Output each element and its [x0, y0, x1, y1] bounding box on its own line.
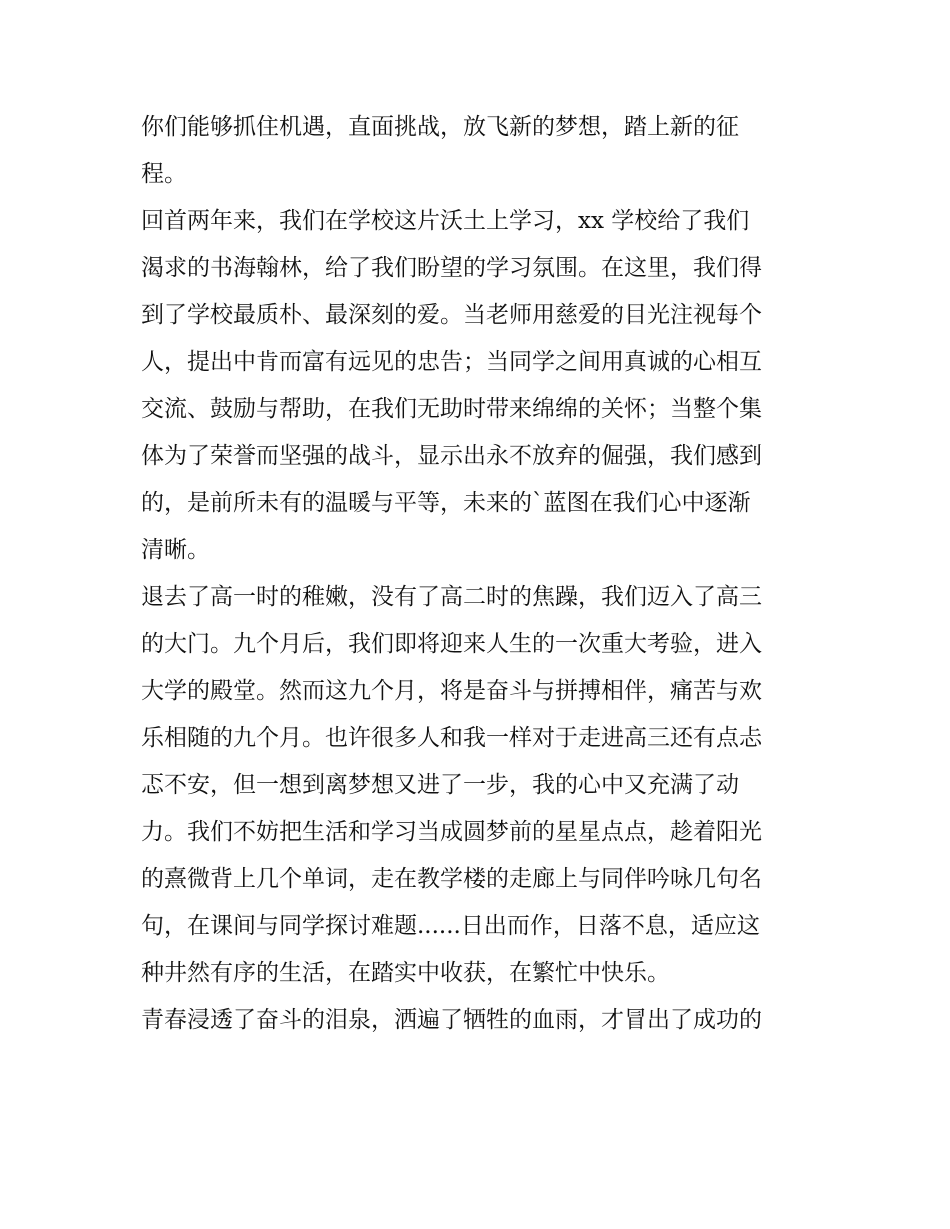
paragraph-1: [141, 104, 821, 198]
paragraph-2: [141, 198, 821, 574]
text-line: 青春浸透了奋斗的泪泉，洒遍了牺牲的血雨，才冒出了成功的: [141, 1007, 762, 1033]
text-line: 力。我们不妨把生活和学习当成圆梦前的星星点点，趁着阳光: [141, 819, 762, 845]
text-line: 交流、鼓励与帮助，在我们无助时带来绵绵的关怀；当整个集: [141, 396, 762, 422]
text-line: 大学的殿堂。然而这九个月，将是奋斗与拼搏相伴，痛苦与欢: [141, 678, 762, 704]
text-line: 人，提出中肯而富有远见的忠告；当同学之间用真诚的心相互: [141, 349, 762, 375]
text-line: 的大门。九个月后，我们即将迎来人生的一次重大考验，进入: [141, 631, 762, 657]
text-line: 种井然有序的生活，在踏实中收获，在繁忙中快乐。: [141, 960, 670, 986]
text-line: 到了学校最质朴、最深刻的爱。当老师用慈爱的目光注视每个: [141, 302, 762, 328]
text-line: 清晰。: [141, 537, 210, 563]
text-line: 体为了荣誉而坚强的战斗，显示出永不放弃的倔强，我们感到: [141, 443, 762, 469]
text-line: 程。: [141, 161, 187, 187]
body-text: [141, 104, 821, 1044]
text-line: 你们能够抓住机遇，直面挑战，放飞新的梦想，踏上新的征: [141, 114, 739, 140]
text-line: 句，在课间与同学探讨难题......日出而作，日落不息，适应这: [141, 913, 760, 939]
text-line: 乐相随的九个月。也许很多人和我一样对于走进高三还有点忐: [141, 725, 762, 751]
text-line: 回首两年来，我们在学校这片沃土上学习，xx 学校给了我们: [141, 208, 750, 234]
text-line: 忑不安，但一想到离梦想又进了一步，我的心中又充满了动: [141, 772, 739, 798]
text-line: 的熹微背上几个单词，走在教学楼的走廊上与同伴吟咏几句名: [141, 866, 762, 892]
text-line: 渴求的书海翰林，给了我们盼望的学习氛围。在这里，我们得: [141, 255, 762, 281]
paragraph-4: [141, 997, 821, 1044]
text-line: 退去了高一时的稚嫩，没有了高二时的焦躁，我们迈入了高三: [141, 584, 762, 610]
paragraph-3: [141, 574, 821, 997]
text-line: 的，是前所未有的温暖与平等，未来的`蓝图在我们心中逐渐: [141, 490, 751, 516]
